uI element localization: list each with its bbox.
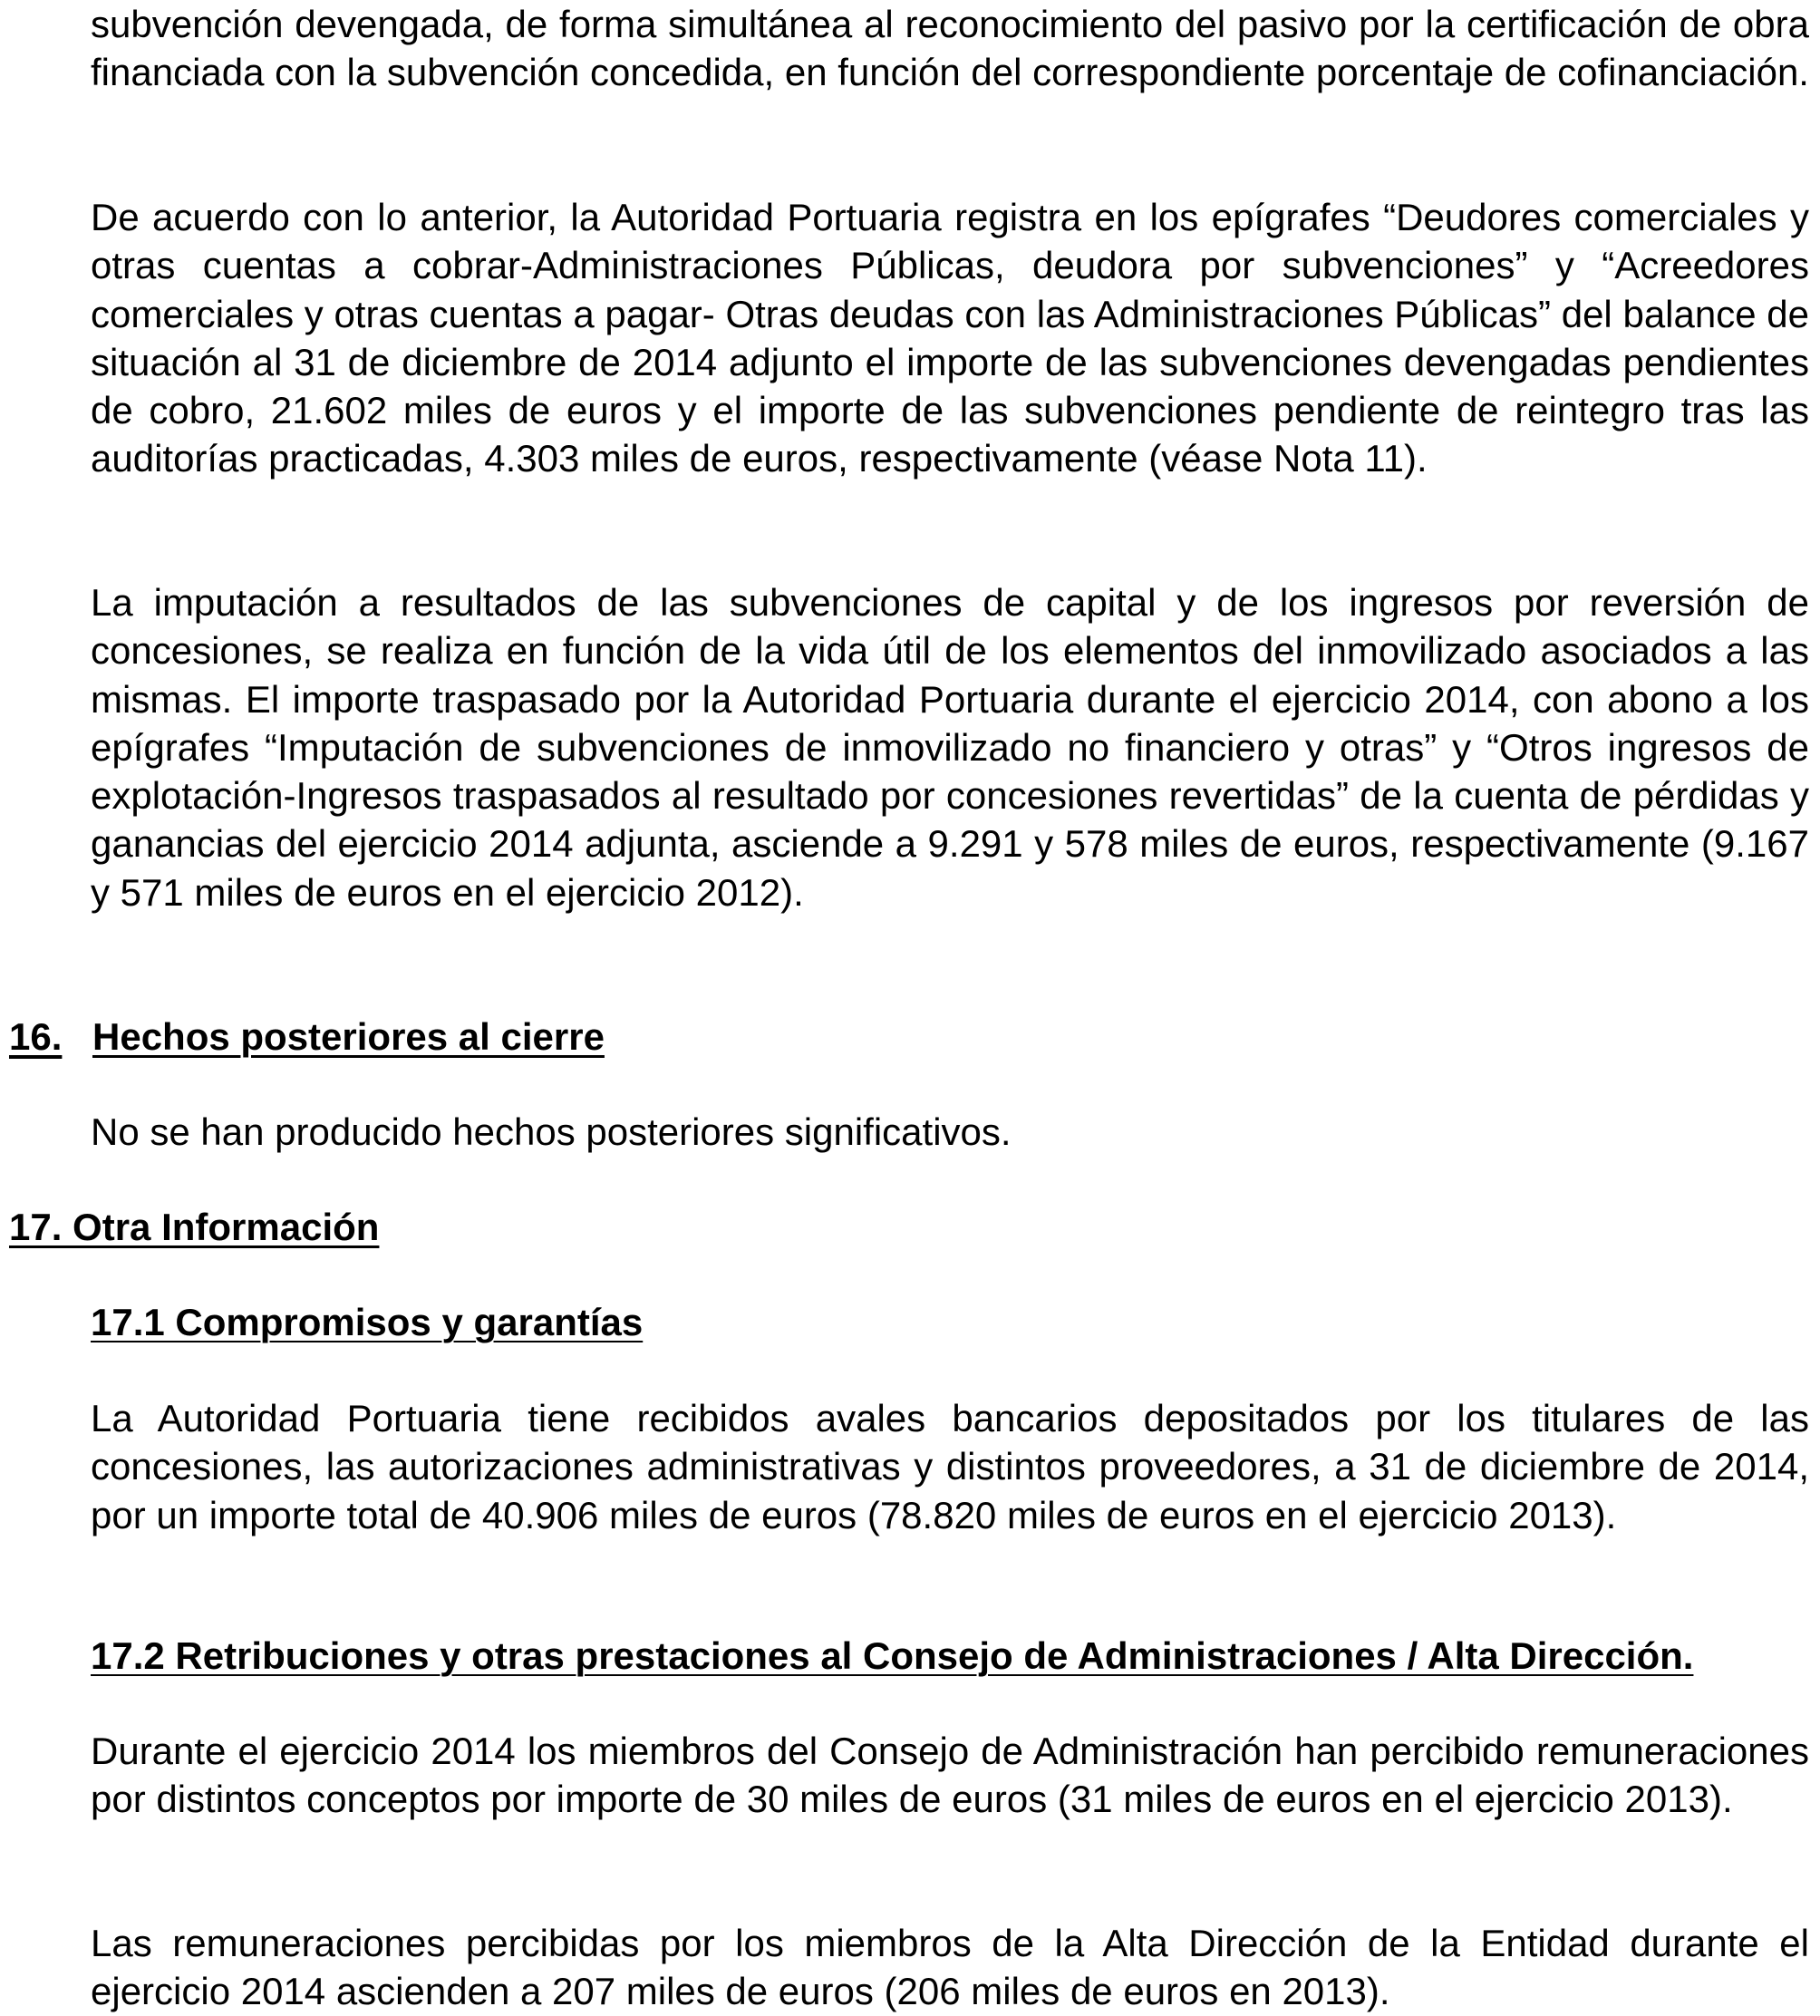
section-title-16: Hechos posteriores al cierre <box>92 1015 605 1058</box>
paragraph-alta-direccion: Las remuneraciones percibidas por los miembros de la Alta Dirección de la Entidad durante el ejercicio 2014 ascienden a 207 miles de euros (206 miles de euros en 2013). <box>91 1922 1809 2013</box>
section-heading-16 <box>9 1013 605 1061</box>
section-heading-17: 17. Otra Información <box>9 1206 380 1248</box>
paragraph-hechos-posteriores: No se han producido hechos posteriores significativos. <box>91 1110 1012 1153</box>
paragraph-imputacion-resultados: La imputación a resultados de las subvenciones de capital y de los ingresos por reversión de concesiones, se realiza en función de la vida útil de los elementos del inmovilizado asociados a las mismas. El importe traspasado por la Autoridad Portuaria durante el ejercicio 2014, con abono a los epígrafes “Imputación de subvenciones de inmovilizado no financiero y otras” y “Otros ingresos de explotación-Ingresos traspasados al resultado por concesiones revertidas” de la cuenta de pérdidas y ganancias del ejercicio 2014 adjunta, asciende a 9.291 y 578 miles de euros, respectivamente (9.167 y 571 miles de euros en el ejercicio 2012). <box>91 581 1809 914</box>
paragraph-epigrafes-deudores: De acuerdo con lo anterior, la Autoridad Portuaria registra en los epígrafes “Deudores comerciales y otras cuentas a cobrar-Administraciones Públicas, deudora por subvenciones” y “Acreedores comerciales y otras cuentas a pagar- Otras deudas con las Administraciones Públicas” del balance de situación al 31 de diciembre de 2014 adjunto el importe de las subvenciones devengadas pendientes de cobro, 21.602 miles de euros y el importe de las subvenciones pendiente de reintegro tras las auditorías practicadas, 4.303 miles de euros, respectivamente (véase Nota 11). <box>91 196 1809 480</box>
subsection-heading-17-1: 17.1 Compromisos y garantías <box>91 1301 644 1343</box>
paragraph-avales-bancarios: La Autoridad Portuaria tiene recibidos avales bancarios depositados por los titulares de las concesiones, las autorizaciones administrativas y distintos proveedores, a 31 de diciembre de 2014, por un importe total de 40.906 miles de euros (78.820 miles de euros en el ejercicio 2013). <box>91 1397 1809 1536</box>
subsection-heading-17-2: 17.2 Retribuciones y otras prestaciones al Consejo de Administraciones / Alta Dirección. <box>91 1634 1694 1677</box>
paragraph-subvencion-devengada: subvención devengada, de forma simultánea al reconocimiento del pasivo por la certificación de obra financiada con la subvención concedida, en función del correspondiente porcentaje de cofinanciación. <box>91 3 1809 94</box>
paragraph-consejo-remuneraciones: Durante el ejercicio 2014 los miembros del Consejo de Administración han percibido remuneraciones por distintos conceptos por importe de 30 miles de euros (31 miles de euros en el ejercicio 2013). <box>91 1730 1809 1821</box>
section-number-16: 16. <box>9 1015 63 1058</box>
